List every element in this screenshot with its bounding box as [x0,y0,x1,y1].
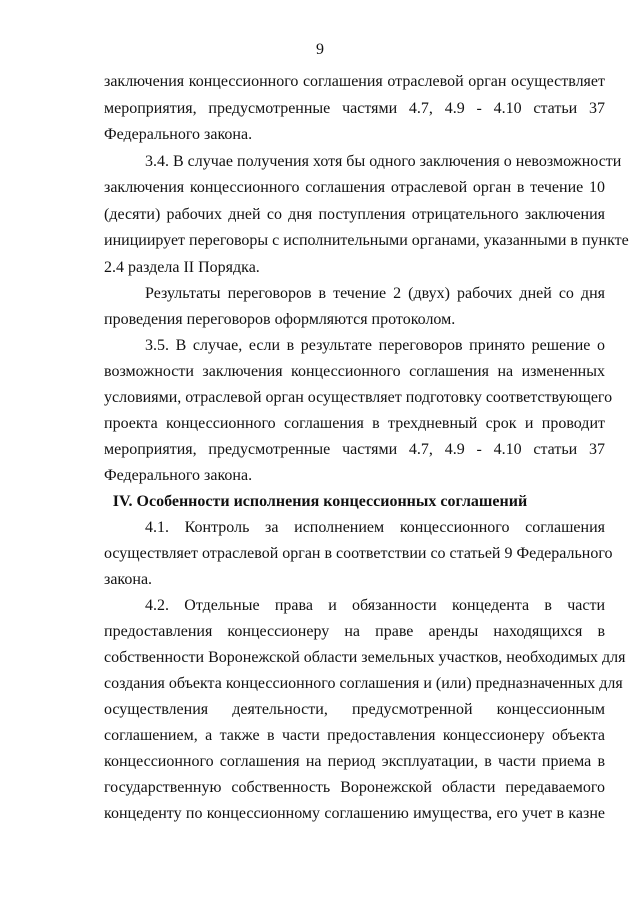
text-line: предоставления концессионеру на праве аренды находящихся в [104,623,605,640]
text-line: осуществляет отраслевой орган в соответствии со статьей 9 Федерального [104,545,613,562]
text-line: заключения концессионного соглашения отраслевой орган в течение 10 [104,179,605,196]
text-line: мероприятия, предусмотренные частями 4.7, 4.9 - 4.10 статьи 37 [104,441,605,458]
text-line: заключения концессионного соглашения отраслевой орган осуществляет [104,73,605,90]
page-number: 9 [316,41,324,58]
text-line: 4.2. Отдельные права и обязанности концедента в части [145,597,605,614]
text-line: создания объекта концессионного соглашения и (или) предназначенных для [104,675,623,692]
text-line: осуществления деятельности, предусмотренной концессионным [104,701,605,718]
text-line: концессионного соглашения на период эксплуатации, в части приема в [104,753,605,770]
section-heading: IV. Особенности исполнения концессионных соглашений [112,493,528,510]
text-line: соглашением, а также в части предоставления концессионеру объекта [104,727,605,744]
text-line: Федерального закона. [104,126,253,143]
text-line: закона. [104,571,153,588]
text-line: Результаты переговоров в течение 2 (двух) рабочих дней со дня [145,285,605,302]
text-line: собственности Воронежской области земельных участков, необходимых для [104,649,626,666]
text-line: инициирует переговоры с исполнительными органами, указанными в пункте [104,232,629,249]
text-line: государственную собственность Воронежской области передаваемого [104,779,605,796]
text-line: возможности заключения концессионного соглашения на измененных [104,363,605,380]
text-line: Федерального закона. [104,467,253,484]
text-line: концеденту по концессионному соглашению имущества, его учет в казне [104,805,605,822]
text-line: условиями, отраслевой орган осуществляет подготовку соответствующего [104,389,613,406]
text-line: проведения переговоров оформляются протоколом. [104,311,456,328]
text-line: (десяти) рабочих дней со дня поступления отрицательного заключения [104,206,605,223]
text-line: 4.1. Контроль за исполнением концессионного соглашения [145,519,605,536]
text-line: 3.4. В случае получения хотя бы одного заключения о невозможности [145,153,622,170]
text-line: проекта концессионного соглашения в трехдневный срок и проводит [104,415,605,432]
text-line: 3.5. В случае, если в результате переговоров принято решение о [145,337,605,354]
text-line: мероприятия, предусмотренные частями 4.7, 4.9 - 4.10 статьи 37 [104,100,605,117]
text-line: 2.4 раздела II Порядка. [104,259,260,276]
